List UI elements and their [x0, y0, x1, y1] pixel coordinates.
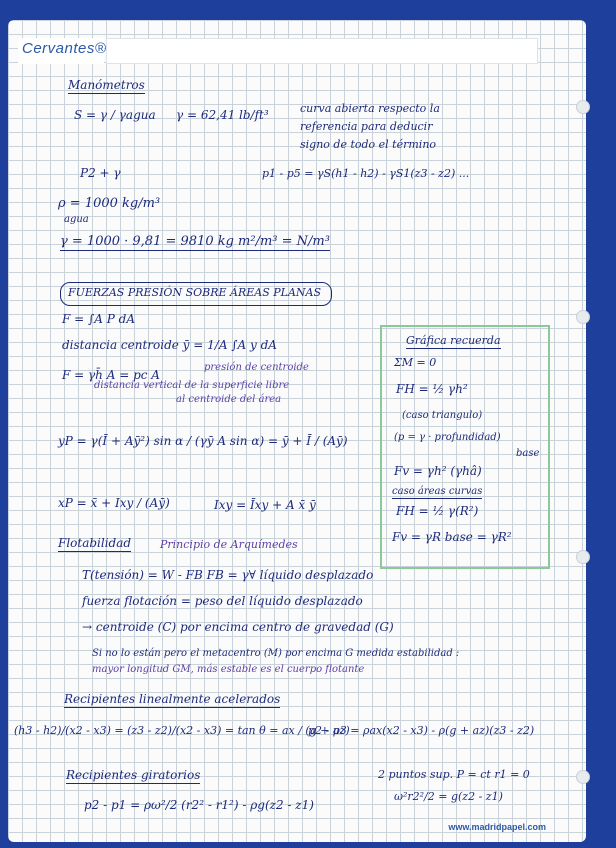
- tension-equation: T(tensión) = W - FB FB = γ∀ líquido desplazado: [82, 568, 374, 582]
- ring-hole: [576, 100, 590, 114]
- ring-hole: [576, 770, 590, 784]
- heading-fuerzas: FUERZAS PRESIÓN SOBRE ÁREAS PLANAS: [68, 286, 321, 299]
- box-fv: Fv = γh² (γhâ): [394, 464, 482, 478]
- ring-hole: [576, 550, 590, 564]
- arquimedes-note: Principio de Arquímedes: [160, 538, 298, 551]
- note-line2: referencia para deducir: [300, 120, 433, 133]
- note-line3: signo de todo el término: [300, 138, 437, 151]
- centroide-line: → centroide (C) por encima centro de gravedad (G): [82, 620, 394, 634]
- notebook-page: [8, 20, 586, 842]
- distancia-centroide: distancia centroide ȳ = 1/A ∫A y dA: [62, 338, 277, 352]
- ixy-equation: Ixy = Īxy + A x̄ ȳ: [214, 498, 316, 512]
- box-caso-triangulo: (caso triangulo): [402, 410, 483, 421]
- f-integral: F = ∫A P dA: [62, 312, 135, 326]
- al-centroide-note: al centroide del área: [176, 394, 282, 405]
- p2-p1-equation: p2 - p1 = ρω²/2 (r2² - r1²) - ρg(z2 - z1): [84, 798, 314, 812]
- dos-puntos-line: 2 puntos sup. P = ct r1 = 0: [378, 768, 530, 781]
- box-fh: FH = ½ γh²: [396, 382, 468, 396]
- header-bar: [106, 38, 538, 64]
- heading-manometros: Manómetros: [68, 78, 145, 92]
- fuerza-flotacion: fuerza flotación = peso del líquido desplazado: [82, 594, 363, 608]
- yp-equation: yP = γ(Ī + Aȳ²) sin α / (γȳ A sin α) = ȳ + Ī / (Aȳ): [58, 434, 348, 448]
- note-line1: curva abierta respecto la: [300, 102, 440, 115]
- box-sum: ΣM = 0: [394, 356, 437, 369]
- heading-recipientes-lineal: Recipientes linealmente acelerados: [64, 692, 281, 706]
- p2-p3-equation: p2 - p3 = ρax(x2 - x3) - ρ(g + az)(z3 - z2): [308, 724, 535, 737]
- gamma-agua: γ = 62,41 lb/ft³: [176, 108, 269, 122]
- brand-logo: Cervantes®: [22, 40, 107, 57]
- p2-gamma: P2 + γ: [80, 166, 121, 180]
- p1-p5-equation: p1 - p5 = γS(h1 - h2) - γS1(z3 - z2) ...: [262, 167, 470, 180]
- h-ratio-equation: (h3 - h2)/(x2 - x3) = (z3 - z2)/(x2 - x3) = tan θ = ax / (g + az): [14, 724, 350, 737]
- box-caso-areas: caso áreas curvas: [392, 486, 483, 497]
- box-title: Gráfica recuerda: [406, 334, 501, 347]
- metacentro-line: Si no lo están pero el metacentro (M) por encima G medida estabilidad :: [92, 648, 460, 659]
- rho-agua-sub: agua: [64, 214, 89, 225]
- box-p-eq: (p = γ · profundidad): [394, 432, 501, 443]
- box-fh2: FH = ½ γ(R²): [396, 504, 479, 518]
- w2r2-equation: ω²r2²/2 = g(z2 - z1): [394, 790, 503, 803]
- s-equation: S = γ / γagua: [74, 108, 156, 122]
- box-fv2: Fv = γR base = γR²: [392, 530, 512, 544]
- f-equation: F = γh̄ A = pc A: [62, 368, 160, 382]
- distancia-vertical-note: distancia vertical de la superficie libre: [94, 380, 290, 391]
- xp-equation: xP = x̄ + Ixy / (Aȳ): [58, 496, 170, 510]
- mayor-gm-line: mayor longitud GM, más estable es el cuerpo flotante: [92, 664, 365, 675]
- ring-hole: [576, 310, 590, 324]
- website-footer: www.madridpapel.com: [448, 822, 546, 832]
- rho-agua: ρ = 1000 kg/m³: [58, 196, 161, 211]
- heading-recipientes-giratorios: Recipientes giratorios: [66, 768, 201, 782]
- heading-flotabilidad: Flotabilidad: [58, 536, 132, 550]
- presion-centroide-note: presión de centroide: [204, 362, 309, 373]
- gamma-calculation: γ = 1000 · 9,81 = 9810 kg m²/m³ = N/m³: [60, 234, 330, 249]
- box-fv-note: base: [516, 448, 540, 459]
